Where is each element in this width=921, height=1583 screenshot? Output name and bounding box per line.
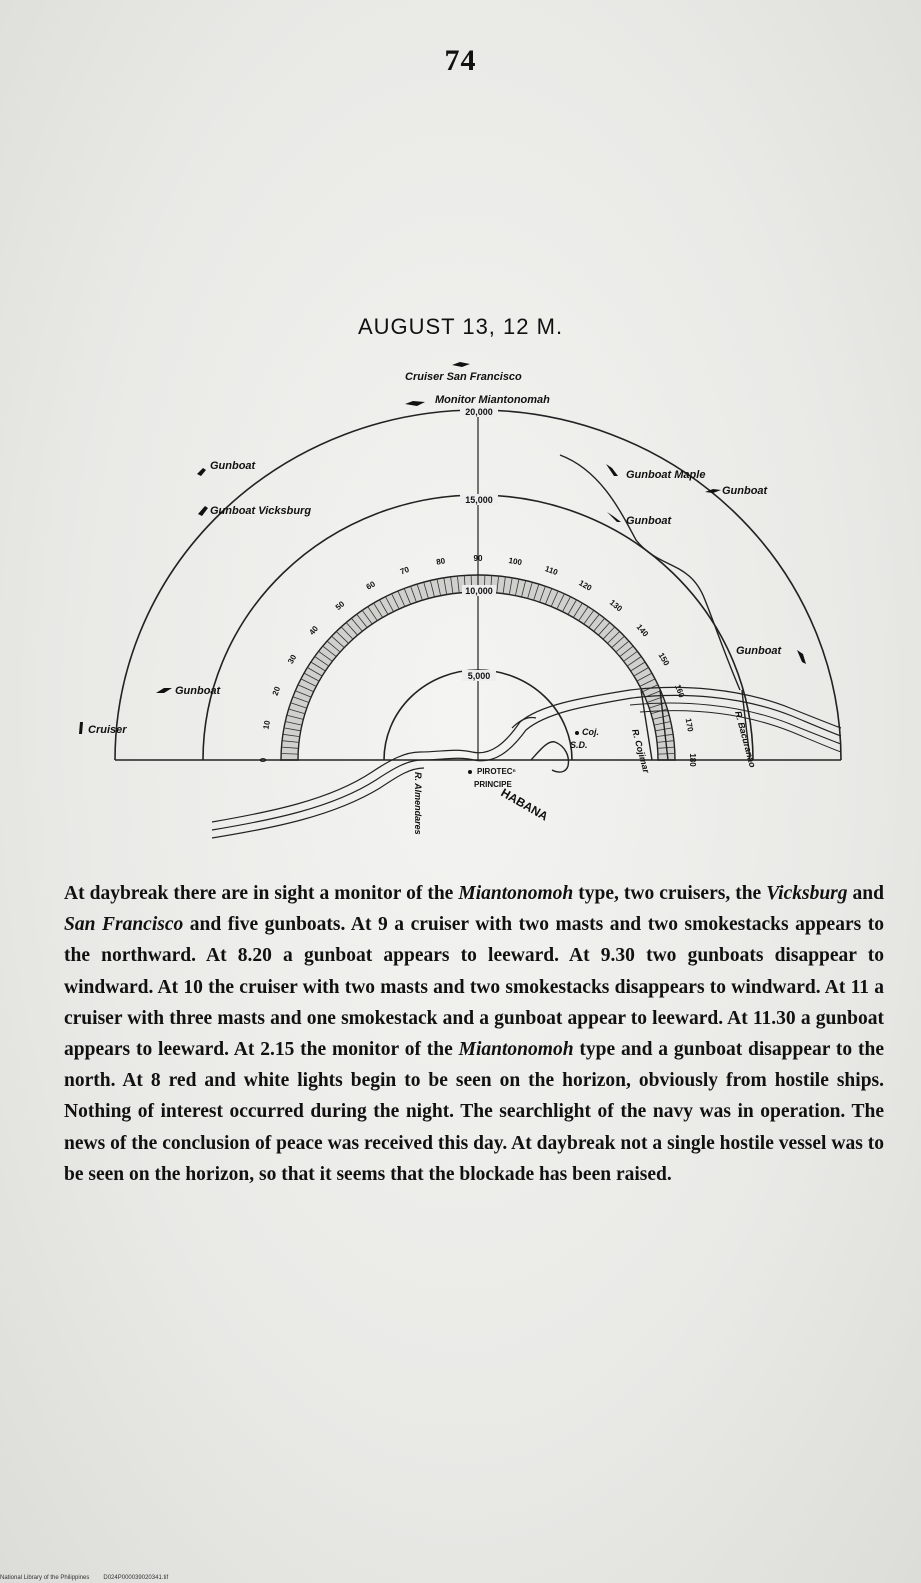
scan-footer — [0, 1575, 182, 1581]
ship-marker-gunboat-east — [797, 650, 806, 664]
ship-marker-gunboat-maple — [606, 464, 618, 476]
degree-label-110: 110 — [543, 564, 559, 578]
degree-label-90: 90 — [473, 554, 483, 563]
degree-label-50: 50 — [333, 599, 347, 612]
ship-marker-cruiser-san-francisco — [452, 362, 470, 367]
ring-label-10000: 10,000 — [465, 586, 493, 596]
ship-label-gunboat-maple: Gunboat Maple — [626, 469, 706, 481]
ship-marker-monitor-miantonomah — [405, 401, 425, 406]
ship-marker-gunboat-nw — [197, 468, 206, 476]
body-text — [64, 878, 884, 1190]
degree-label-30: 30 — [286, 653, 299, 666]
degree-label-100: 100 — [507, 555, 523, 568]
ship-label-gunboat-nw: Gunboat — [210, 460, 256, 472]
place-label-rio-cojimar: R. Cojimar — [630, 727, 652, 774]
body-segment-3: and — [847, 883, 884, 904]
degree-label-0: 0 — [259, 757, 268, 763]
footer-code: D024P000039020341.tif — [103, 1575, 169, 1581]
ship-label-gunboat-mid: Gunboat — [626, 515, 672, 527]
degree-label-170: 170 — [683, 717, 695, 733]
degree-label-150: 150 — [656, 651, 672, 668]
body-italic-vicksburg: Vicksburg — [766, 883, 848, 904]
body-segment-5: type and a gunboat disappear to the north. At 8 red and white lights begin to be seen on the horizon, obviously from hostile ships. Nothing of interest occurred during the night. The searchlight of the navy was in operation. The news of the conclusion of peace was received this day. At daybreak not a single hostile vessel was to be seen on the horizon, so that it seems that the blockade has been raised. — [64, 1039, 884, 1185]
place-label-habana: HABANA — [498, 785, 551, 824]
ship-label-gunboat-ne: Gunboat — [722, 485, 768, 497]
degree-label-160: 160 — [673, 683, 687, 699]
degree-label-130: 130 — [607, 597, 624, 614]
ring-label-20000: 20,000 — [465, 407, 493, 417]
ship-label-monitor-miantonomah: Monitor Miantonomah — [435, 394, 550, 406]
place-label-pirotecnia: PIROTECⁿ — [477, 767, 516, 776]
degree-label-20: 20 — [270, 685, 283, 697]
degree-label-70: 70 — [398, 564, 411, 577]
ship-marker-cruiser-west — [79, 722, 83, 734]
diagram-title-rest: UGUST 13, 12 M. — [373, 314, 564, 339]
body-segment-4: and five gunboats. At 9 a cruiser with two masts and two smokestacks appears to the northward. At 8.20 a gunboat appears to leeward. At 9.30 two gunboats disappear to windward. At 10 the cruiser with two masts and two smokestacks disappears to windward. At 11 a cruiser with three masts and one smokestack and a gunboat appear to leeward. At 11.30 a gunboat appears to leeward. At 2.15 the monitor of the — [64, 914, 884, 1061]
pirotecnia-marker — [468, 770, 472, 774]
ship-label-cruiser-san-francisco: Cruiser San Francisco — [405, 371, 522, 383]
coj-marker — [575, 731, 579, 735]
place-label-coj: Coj. — [582, 727, 599, 737]
ship-marker-gunboat-mid — [607, 512, 621, 522]
footer-library: National Library of the Philippines — [0, 1575, 90, 1581]
ring-labels — [460, 406, 498, 681]
body-italic-san-francisco: San Francisco — [64, 914, 184, 936]
degree-label-40: 40 — [307, 624, 320, 637]
body-segment-2: type, two cruisers, the — [573, 883, 767, 904]
ship-label-gunboat-west: Gunboat — [175, 685, 221, 697]
ship-marker-gunboat-vicksburg — [198, 506, 208, 516]
diagram-title-initial: A — [357, 314, 374, 339]
ship-label-gunboat-east: Gunboat — [736, 645, 782, 657]
ship-label-cruiser-west: Cruiser — [88, 724, 127, 736]
body-italic-miantonomoh-2: Miantonomoh — [458, 1039, 574, 1061]
ship-label-gunboat-vicksburg: Gunboat Vicksburg — [210, 505, 312, 517]
place-label-rio-bacuranao: R. Bacuranao — [733, 709, 758, 769]
degree-label-120: 120 — [577, 578, 594, 593]
ring-label-5000: 5,000 — [467, 671, 491, 681]
degree-label-60: 60 — [364, 579, 377, 592]
ship-marker-gunboat-west — [156, 688, 172, 693]
place-label-rio-almendares: R. Almendares — [413, 772, 423, 835]
degree-label-80: 80 — [435, 556, 446, 567]
ring-label-15000: 15,000 — [465, 495, 493, 505]
degree-label-10: 10 — [261, 719, 272, 731]
body-segment-1: At daybreak there are in sight a monitor of the — [64, 883, 459, 904]
degree-label-140: 140 — [634, 622, 651, 639]
degree-label-180: 180 — [688, 753, 697, 767]
place-label-sd: S.D. — [570, 740, 588, 750]
body-italic-miantonomoh-1: Miantonomoh — [458, 883, 574, 904]
page-number: 74 — [444, 44, 477, 77]
place-labels — [413, 710, 758, 835]
body-paragraph — [64, 878, 884, 1190]
place-label-principe: PRINCIPE — [474, 780, 512, 789]
